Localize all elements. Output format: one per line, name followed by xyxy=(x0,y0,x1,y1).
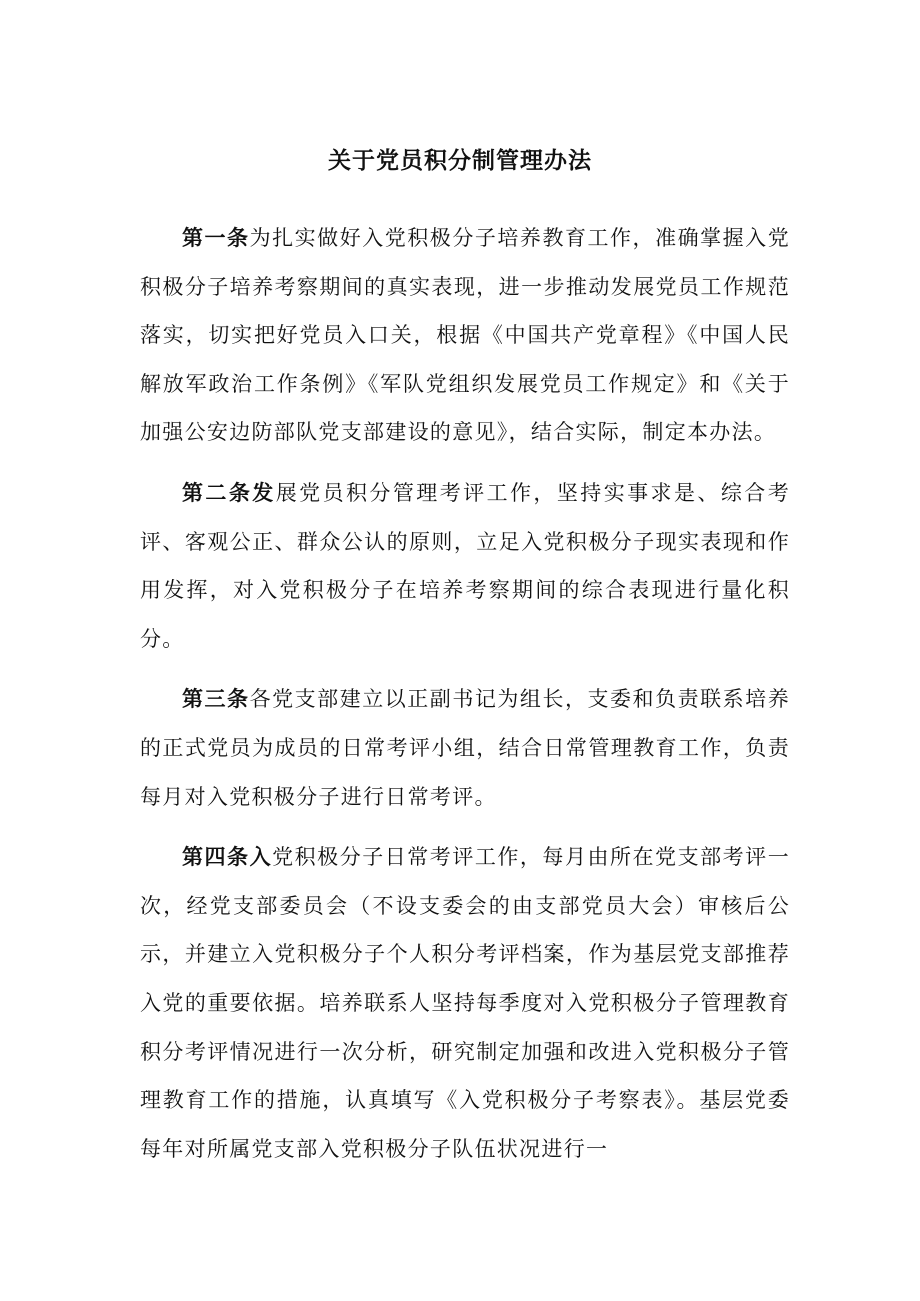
article-2-label: 第二条发 xyxy=(182,479,276,505)
document-body xyxy=(140,214,790,1185)
article-2 xyxy=(140,469,790,663)
article-1-label: 第一条 xyxy=(182,225,250,250)
article-4-label: 第四条入 xyxy=(182,844,273,870)
article-3-text: 各党支部建立以正副书记为组长，支委和负责联系培养的正式党员为成员的日常考评小组，结合日常管理教育工作，负责每月对入党积极分子进行日常考评。 xyxy=(140,687,791,809)
article-3-label: 第三条 xyxy=(182,686,250,712)
article-1 xyxy=(140,214,790,457)
article-3 xyxy=(140,675,790,821)
article-2-text: 展党员积分管理考评工作，坚持实事求是、综合考评、客观公正、群众公认的原则，立足入党积极分子现实表现和作用发挥，对入党积极分子在培养考察期间的综合表现进行量化积分。 xyxy=(140,480,790,651)
article-4-text: 党积极分子日常考评工作，每月由所在党支部考评一次，经党支部委员会（不设支委会的由支部党员大会）审核后公示，并建立入党积极分子个人积分考评档案，作为基层党支部推荐入党的重要依据。培养联系人坚持每季度对入党积极分子管理教育积分考评情况进行一次分析，研究制定加强和改进入党积极分子管理教育工作的措施，认真填写《入党积极分子考察表》。基层党委每年对所属党支部入党积极分子队伍状况进行一 xyxy=(140,845,790,1161)
article-4 xyxy=(140,833,790,1173)
document-title: 关于党员积分制管理办法 xyxy=(328,147,592,174)
article-1-text: 为扎实做好入党积极分子培养教育工作，准确掌握入党积极分子培养考察期间的真实表现，进一步推动发展党员工作规范落实，切实把好党员入口关，根据《中国共产党章程》《中国人民解放军政治工作条例》《军队党组织发展党员工作规定》和《关于加强公安边防部队党支部建设的意见》，结合实际，制定本办法。 xyxy=(140,226,791,445)
